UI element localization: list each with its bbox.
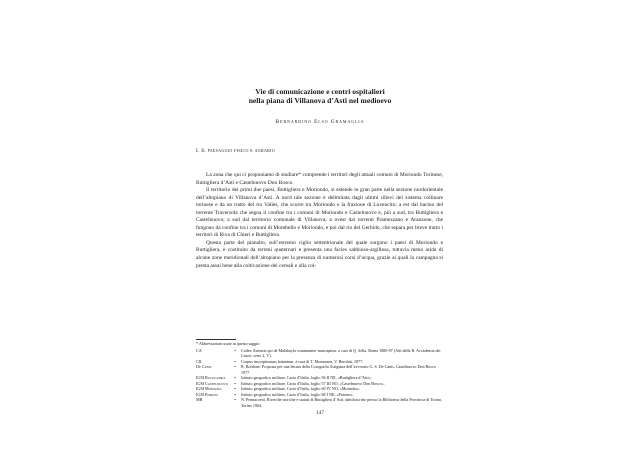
footnote-value: N. Pennaccetti, Ricerche storiche e statuti di Buttigliera d’Asti, dattiloscritto presso la Biblioteca della Provincia di Torino, Torino 1964.	[241, 397, 443, 408]
footnote-key: CA	[196, 347, 202, 353]
footnote-equals: =	[234, 358, 237, 364]
footnote-value: Istituto geografico militare, Carta d’Italia, foglio 69 IV NO, «Montafia».	[241, 386, 360, 391]
article-title-line-2: nella piana di Villanova d’Asti nel medioevo	[248, 96, 392, 105]
footnote-item	[196, 364, 443, 375]
footnote-equals: =	[234, 397, 237, 402]
footnote-item	[196, 348, 443, 359]
footnote-key: IGM Buttigliera	[196, 375, 226, 380]
footnote-key: CIL	[196, 358, 203, 364]
footnote-intro: * Abbreviazioni usate in questo saggio:	[196, 341, 261, 346]
footnote-equals: =	[234, 380, 237, 386]
footnote-key: MB	[196, 397, 203, 402]
footnote-key: IGM Castelnuovo	[196, 380, 228, 386]
article-title	[150, 87, 490, 105]
footnote-equals: =	[234, 347, 237, 353]
footnote-key: De Canis	[196, 364, 212, 369]
article-title-line-1: Vie di comunicazione e centri ospitalieri	[255, 87, 385, 96]
footnote-divider	[196, 339, 236, 340]
footnote-value: Codex Astensis qui de Malabayla communiter nuncupatur, a cura di Q. Sella, Roma 1880-87 (Atti della R. Accademia dei Lincei, serie 2, V).	[241, 347, 441, 358]
footnote-equals: =	[234, 391, 237, 397]
footnote-value: Corpus inscriptionum latinarum, a cura di T. Mommsen, V, Berolini, 1877.	[241, 358, 364, 364]
footnote-value: Istituto geografico militare, Carta d’Italia, foglio 57 III NO, «Castelnuovo Don Bosco».	[241, 380, 385, 386]
footnote-item	[196, 397, 443, 408]
footnotes	[196, 341, 443, 408]
paragraph: Questa parte del pianalto, sull’estremo ciglio settentrionale del quale sorgono i paesi di Moriondo e Buttigliera, è costituito da terreni quaternari e presenta una facies sabbioso-argillosa, tuttavia meno arida di alcune zone meridionali dell’altopiano per la presenza di numerosi corsi d’acqua, grazie ai quali la campagna si presta assai bene alla coltivazione dei cereali e alla col-	[196, 239, 443, 269]
body-text	[196, 172, 443, 270]
footnote-value: Istituto geografico militare, Carta d’Italia, foglio 56 II NE, «Buttigliera d’Asti».	[241, 375, 372, 380]
paragraph: Il territorio dei primi due paesi, Buttigliera e Moriondo, si estende in gran parte nella sezione nordorientale dell’altopiano di Villanova d’Asti. A nord tale sezione è delimitata dagli ultimi rilievi del sistema collinare torinese e da un tratto del rio Valles, che scorre tra Moriondo e la frazione di Lovencito; a est dal bacino del torrente Traversola che segna il confine tra i comuni di Moriondo e Castelnuovo e, più a sud, tra Buttigliera e Castelnuovo; a sud dal territorio comunale di Villanova; a ovest dai torrenti Pramezzano e Aranzone, che fungono da confine tra i comuni di Mombello e Moriondo, e poi dal rio del Gerbido, che separa per breve tratto i territori di Riva di Chieri e Buttigliera.	[196, 187, 443, 239]
footnote-key: IGM Montafia	[196, 386, 222, 391]
article-author: Bernardino Elso Gramaglia	[275, 119, 365, 125]
section-heading: I. Il paesaggio fisico e agrario	[196, 148, 275, 154]
page-number: 147	[315, 410, 325, 416]
footnote-value: Istituto geografico militare, Carta d’Italia, foglio 68 I NE, «Poirino».	[241, 391, 354, 397]
footnote-equals: =	[234, 386, 237, 391]
footnote-value: R. Bordone, Proposta per una lettura della Corografia Astigiana dell’avvocato G. S. De Canis, Castelnuovo Don Bosco 1977.	[241, 364, 436, 375]
paragraph: La zona che qui ci proponiamo di studiare* comprende i territori degli attuali comuni di Moriondo Torinese, Buttigliera d’Asti e Castelnuovo Don Bosco.	[196, 172, 443, 186]
footnote-equals: =	[234, 364, 237, 369]
footnote-equals: =	[234, 375, 237, 380]
footnote-key: IGM Poirino	[196, 391, 218, 397]
